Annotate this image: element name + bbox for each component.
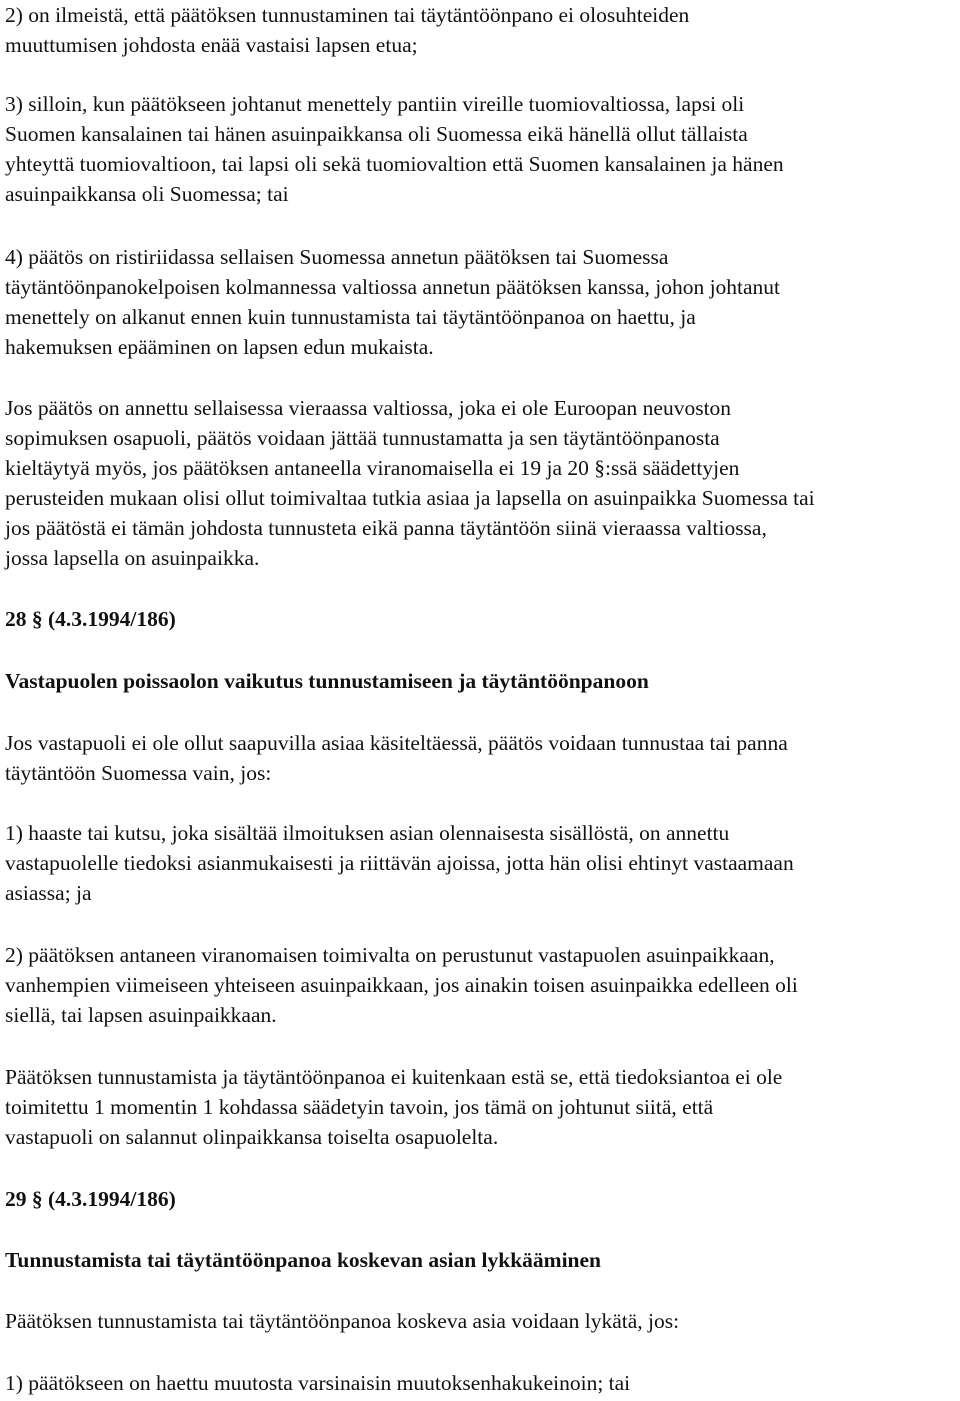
text-line: siellä, tai lapsen asuinpaikkaan. <box>5 1003 277 1027</box>
text-line: perusteiden mukaan olisi ollut toimivaltaa tutkia asiaa ja lapsella on asuinpaikka Suomessa tai <box>5 486 815 510</box>
text-line: yhteyttä tuomiovaltioon, tai lapsi oli sekä tuomiovaltion että Suomen kansalainen ja hänen <box>5 152 784 176</box>
text-line: Päätöksen tunnustamista tai täytäntöönpanoa koskeva asia voidaan lykätä, jos: <box>5 1309 680 1333</box>
text-line: 2) on ilmeistä, että päätöksen tunnustaminen tai täytäntöönpano ei olosuhteiden <box>5 3 690 27</box>
text-line: vastapuolelle tiedoksi asianmukaisesti ja riittävän ajoissa, jotta hän olisi ehtinyt vastaamaan <box>5 851 794 875</box>
text-line: täytäntöönpanokelpoisen kolmannessa valtiossa annetun päätöksen kanssa, johon johtanut <box>5 275 781 299</box>
paragraph-item-1b <box>5 1368 955 1398</box>
paragraph-item-1 <box>5 818 955 908</box>
text-line: Suomen kansalainen tai hänen asuinpaikkansa oli Suomessa eikä hänellä ollut tällaista <box>5 122 748 146</box>
paragraph-item-3 <box>5 89 955 209</box>
text-line: muuttumisen johdosta enää vastaisi lapsen etua; <box>5 33 418 57</box>
text-line: Päätöksen tunnustamista ja täytäntöönpanoa ei kuitenkaan estä se, että tiedoksiantoa ei ole <box>5 1065 783 1089</box>
paragraph-postponement-intro <box>5 1306 955 1336</box>
text-line: 3) silloin, kun päätökseen johtanut menettely pantiin vireille tuomiovaltiossa, lapsi oli <box>5 92 745 116</box>
text-line: toimitettu 1 momentin 1 kohdassa säädetyin tavoin, jos tämä on johtunut siitä, että <box>5 1095 714 1119</box>
paragraph-foreign-state <box>5 393 955 573</box>
paragraph-item-2 <box>5 0 955 60</box>
text-line: asiassa; ja <box>5 881 92 905</box>
text-line: 1) haaste tai kutsu, joka sisältää ilmoituksen asian olennaisesta sisällöstä, on annettu <box>5 821 730 845</box>
text-line: Jos vastapuoli ei ole ollut saapuvilla asiaa käsiteltäessä, päätös voidaan tunnustaa tai panna <box>5 731 788 755</box>
text-line: jos päätöstä ei tämän johdosta tunnusteta eikä panna täytäntöön siinä vieraassa valtiossa, <box>5 516 767 540</box>
section-title-28: Vastapuolen poissaolon vaikutus tunnustamiseen ja täytäntöönpanoon <box>5 669 649 693</box>
section-title-29: Tunnustamista tai täytäntöönpanoa koskevan asian lykkääminen <box>5 1248 602 1272</box>
text-line: 2) päätöksen antaneen viranomaisen toimivalta on perustunut vastapuolen asuinpaikkaan, <box>5 943 775 967</box>
section-number-29: 29 § (4.3.1994/186) <box>5 1187 176 1211</box>
text-line: kieltäytyä myös, jos päätöksen antaneella viranomaisella ei 19 ja 20 §:ssä säädettyjen <box>5 456 740 480</box>
paragraph-service-exception <box>5 1062 955 1152</box>
text-line: hakemuksen epääminen on lapsen edun mukaista. <box>5 335 434 359</box>
text-line: asuinpaikkansa oli Suomessa; tai <box>5 182 289 206</box>
text-line: 4) päätös on ristiriidassa sellaisen Suomessa annetun päätöksen tai Suomessa <box>5 245 669 269</box>
text-line: Jos päätös on annettu sellaisessa vieraassa valtiossa, joka ei ole Euroopan neuvoston <box>5 396 732 420</box>
text-line: vanhempien viimeiseen yhteiseen asuinpaikkaan, jos ainakin toisen asuinpaikka edelleen oli <box>5 973 798 997</box>
text-line: 1) päätökseen on haettu muutosta varsinaisin muutoksenhakukeinoin; tai <box>5 1371 631 1395</box>
text-line: menettely on alkanut ennen kuin tunnustamista tai täytäntöönpanoa on haettu, ja <box>5 305 696 329</box>
section-number-28: 28 § (4.3.1994/186) <box>5 607 176 631</box>
paragraph-item-4 <box>5 242 955 362</box>
text-line: täytäntöön Suomessa vain, jos: <box>5 761 272 785</box>
text-line: sopimuksen osapuoli, päätös voidaan jättää tunnustamatta ja sen täytäntöönpanosta <box>5 426 720 450</box>
paragraph-item-2b <box>5 940 955 1030</box>
text-line: vastapuoli on salannut olinpaikkansa toiselta osapuolelta. <box>5 1125 499 1149</box>
text-line: jossa lapsella on asuinpaikka. <box>5 546 260 570</box>
paragraph-absence-intro <box>5 728 955 788</box>
